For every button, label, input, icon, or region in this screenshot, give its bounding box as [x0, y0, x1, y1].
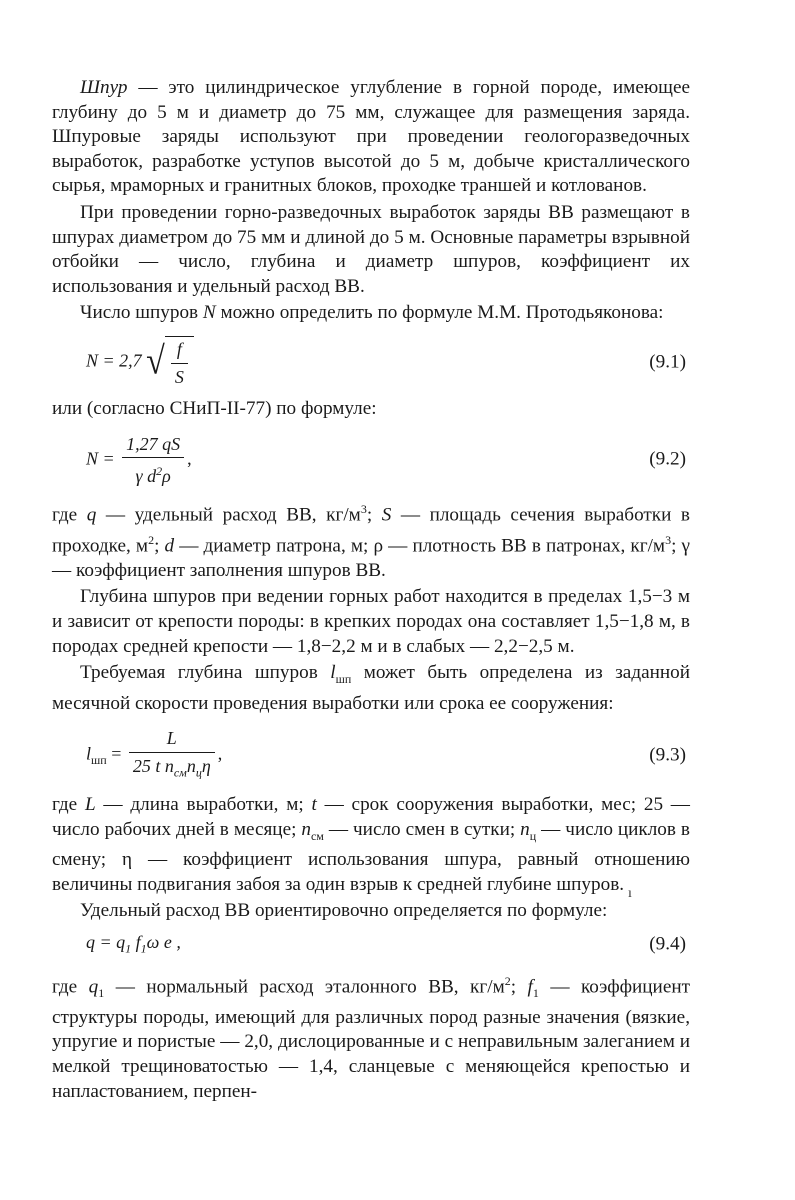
term-shpur: Шпур: [80, 77, 128, 98]
paragraph-shpur-definition: Шпур — это цилиндрическое углубление в горной породе, имеющее глубину до 5 м и диаметр до 75 мм, служащее для размещения заряда. Шпуровые заряды используют при проведении геологоразведочных выработок, разработке уступов высотой до 5 м, добыче кристаллического сырья, мраморных и гранитных блоков, проходке траншей и котлованов.: [52, 77, 690, 197]
formula-number: (9.4): [649, 934, 686, 956]
paragraph-snip: или (согласно СНиП-II-77) по формуле:: [52, 398, 377, 420]
sqrt-sign: √ $\frac{f}{S}$: [146, 336, 194, 389]
stray-mark: ı: [628, 886, 632, 901]
page-body: [52, 76, 690, 1104]
paragraph-required-depth: Требуемая глубина шпуров $l_{шп}$ может быть определена из заданной месячной скорости проведения выработки или срока ее сооружения:: [52, 662, 690, 714]
paragraph-number-of-holes: Число шпуров N можно определить по формуле М.М. Протодьяконова:: [80, 302, 664, 324]
paragraph-parameters: При проведении горно-разведочных выработок заряды ВВ размещают в шпурах диаметром до 75 мм и длиной до 5 м. Основные параметры взрывной отбойки — число, глубина и диаметр шпуров, коэффициент их использования и удельный расход ВВ.: [52, 201, 690, 297]
paragraph-specific-consumption: Удельный расход ВВ ориентировочно определяется по формуле:: [80, 900, 608, 922]
formula-9-3: $l_{шп}$ = $\frac{L}{25 t n_{см}n_ц\eta}$ , (9.3): [86, 728, 686, 780]
formula-number: (9.1): [649, 351, 686, 373]
paragraph-hole-depth: Глубина шпуров при ведении горных работ находится в пределах 1,5−3 м и зависит от крепости породы: в крепких породах она составляет 1,5−1,8 м, в породах средней крепости — 1,8−2,2 м и в слабых — 2,2−2,5 м.: [52, 586, 690, 657]
formula-9-1: N = 2,7 √ $\frac{f}{S}$ (9.1): [52, 336, 690, 389]
paragraph-definitions-9-4: где $q_1$ — нормальный расход эталонного ВВ, $кг/м^2$; $f_1$ — коэффициент структуры породы, имеющий для различных пород разные значения (вязкие, упругие и пористые — 2,0, дислоцированные и с неправильным залеганием и мелкой трещиноватостью — 1,4, сланцевые с меняющейся крепостью и напластованием, перпен-: [52, 974, 690, 1102]
formula-number: (9.3): [649, 744, 686, 766]
formula-9-2: N = $\frac{1,27 qS}{\gamma d^2\rho}$ , (9.2): [86, 433, 686, 487]
formula-9-4: $q = q_1$ $f_1\omega$ e , (9.4): [52, 930, 690, 961]
paragraph-definitions-9-3: где L — длина выработки, м; t — срок сооружения выработки, мес; 25 — число рабочих дней в месяце; $n_{см}$ — число смен в сутки; $n_ц$ — число циклов в смену; η — коэффициент использования шпура, равный отношению величины подвигания забоя за один взрыв к средней глубине шпуров.: [52, 794, 690, 895]
paragraph-definitions-9-2: где q — удельный расход ВВ, $кг/м^3$; S — площадь сечения выработки в проходке, $м^2$; d — диаметр патрона, м; ρ — плотность ВВ в патронах, $кг/м^3$; γ — коэффициент заполнения шпуров ВВ.: [52, 501, 690, 581]
formula-number: (9.2): [649, 449, 686, 471]
